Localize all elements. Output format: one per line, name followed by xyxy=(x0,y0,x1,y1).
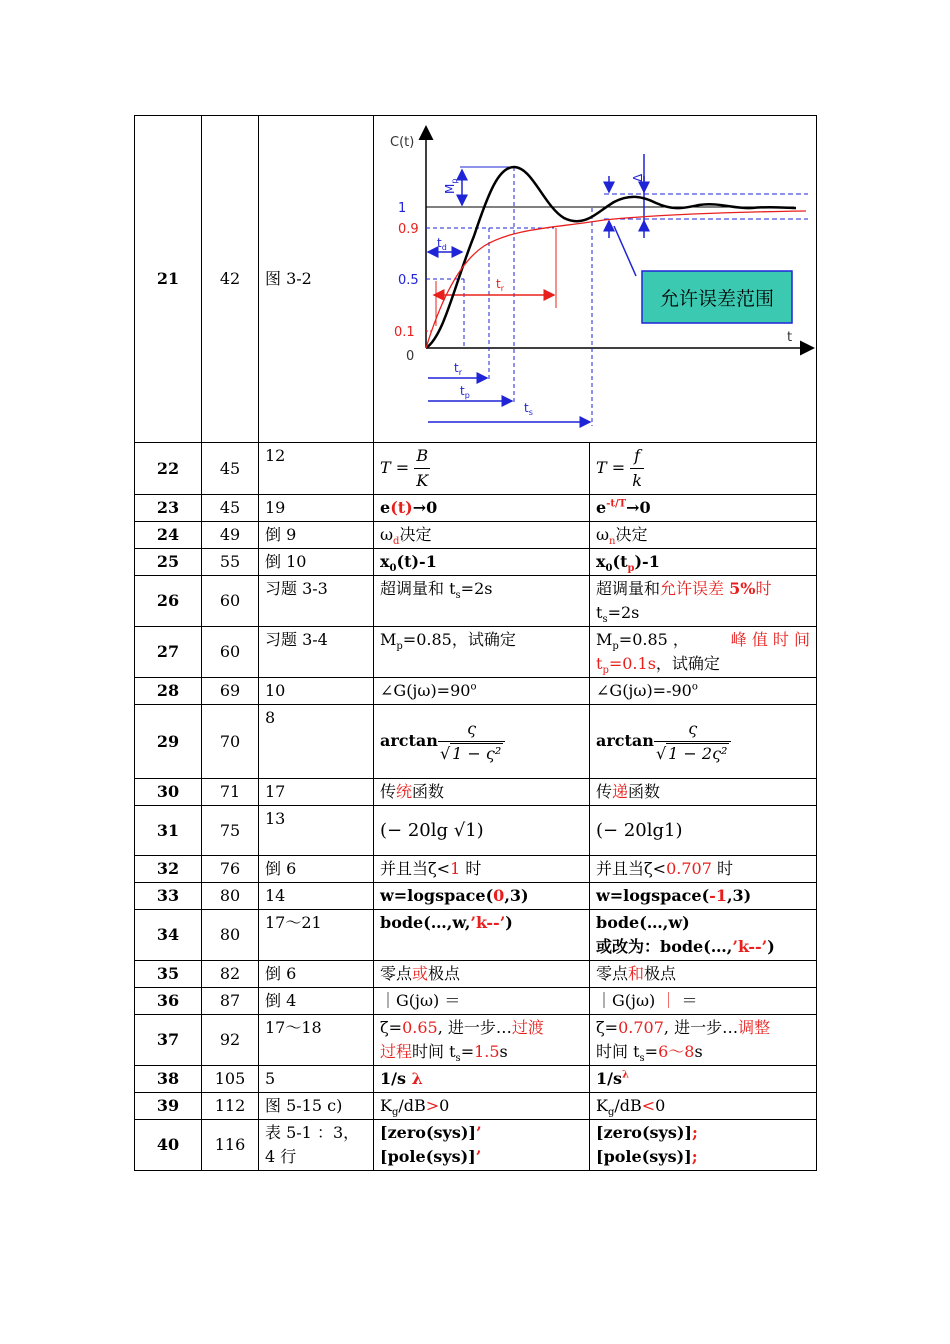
level-01-label: 0.1 xyxy=(394,325,415,340)
location: 习题 3-3 xyxy=(259,576,374,627)
row-number: 33 xyxy=(135,883,202,910)
wrong-text: 传统函数 xyxy=(374,779,590,806)
row-number: 34 xyxy=(135,910,202,961)
table-row xyxy=(135,1093,817,1120)
location: 倒 4 xyxy=(259,988,374,1015)
wrong-text: $M_p=0.85$，试确定 xyxy=(374,627,590,678)
location: 习题 3-4 xyxy=(259,627,374,678)
row-number: 35 xyxy=(135,961,202,988)
level-09-label: 0.9 xyxy=(398,222,419,237)
row-number: 36 xyxy=(135,988,202,1015)
wrong-text: e(t)→0 xyxy=(374,495,590,522)
row-number: 23 xyxy=(135,495,202,522)
wrong-text: $\angle G(j\omega)=90^o$ xyxy=(374,678,590,705)
location: 10 xyxy=(259,678,374,705)
page-number: 80 xyxy=(202,910,259,961)
level-05-label: 0.5 xyxy=(398,273,419,288)
table-row xyxy=(135,495,817,522)
location: 14 xyxy=(259,883,374,910)
correct-text: $x_0(t_p)-1$ xyxy=(590,549,817,576)
row-number: 40 xyxy=(135,1120,202,1171)
page-number: 42 xyxy=(202,116,259,443)
errata-table xyxy=(134,115,817,1171)
wrong-text: [zero(sys)]’ [pole(sys)]’ xyxy=(374,1120,590,1171)
wrong-text: T = $\frac{B}{K}$ xyxy=(374,443,590,495)
tr-label: $t_r$ xyxy=(454,361,463,377)
wrong-text: ｜G(jω) ＝ xyxy=(374,988,590,1015)
row-number: 22 xyxy=(135,443,202,495)
correct-text: [zero(sys)]; [pole(sys)]; xyxy=(590,1120,817,1171)
location: 17～18 xyxy=(259,1015,374,1066)
page-number: 45 xyxy=(202,495,259,522)
location: 倒 6 xyxy=(259,961,374,988)
correct-text: $\angle G(j\omega)=-90^o$ xyxy=(590,678,817,705)
correct-text: 超调量和允许误差 5%时 $t_s=2s$ xyxy=(590,576,817,627)
correct-text: 零点和极点 xyxy=(590,961,817,988)
correct-text: $\omega_n$决定 xyxy=(590,522,817,549)
table-row xyxy=(135,1066,817,1093)
correct-text: T = $\frac{f}{k}$ xyxy=(590,443,817,495)
origin-label: 0 xyxy=(406,349,415,364)
table-row xyxy=(135,116,817,443)
step-response-figure xyxy=(374,116,816,441)
page-number: 70 xyxy=(202,705,259,779)
table-row xyxy=(135,678,817,705)
row-number: 39 xyxy=(135,1093,202,1120)
table-row xyxy=(135,522,817,549)
correct-text: bode(…,w) 或改为：bode(…,’k--’) xyxy=(590,910,817,961)
location: 倒 9 xyxy=(259,522,374,549)
wrong-text: 并且当ζ<1 时 xyxy=(374,856,590,883)
page-number: 60 xyxy=(202,576,259,627)
wrong-text: w=logspace(0,3) xyxy=(374,883,590,910)
row-number: 32 xyxy=(135,856,202,883)
table-row xyxy=(135,988,817,1015)
td-label: $t_d$ xyxy=(437,236,447,252)
tp-label: $t_p$ xyxy=(460,384,470,400)
location: 17 xyxy=(259,779,374,806)
row-number: 37 xyxy=(135,1015,202,1066)
location: 13 xyxy=(259,806,374,856)
correct-text: $M_p=0.85$ ， 峰 值 时 间 $t_p=0.1s$，试确定 xyxy=(590,627,817,678)
row-number: 27 xyxy=(135,627,202,678)
row-number: 30 xyxy=(135,779,202,806)
table-row xyxy=(135,443,817,495)
correct-text: $K_g/dB<0$ xyxy=(590,1093,817,1120)
x-axis-label: t xyxy=(787,330,793,345)
table-row xyxy=(135,576,817,627)
page-number: 82 xyxy=(202,961,259,988)
wrong-text: bode(…,w,’k--’) xyxy=(374,910,590,961)
row-number: 26 xyxy=(135,576,202,627)
wrong-text: 超调量和 $t_s=2s$ xyxy=(374,576,590,627)
row-number: 25 xyxy=(135,549,202,576)
wrong-text: $x_0(t)-1$ xyxy=(374,549,590,576)
page-number: 71 xyxy=(202,779,259,806)
level-1-label: 1 xyxy=(398,201,407,216)
wrong-text: 1/s λ xyxy=(374,1066,590,1093)
page-number: 60 xyxy=(202,627,259,678)
delta-label: Δ xyxy=(631,173,645,182)
table-row xyxy=(135,856,817,883)
figure-cell xyxy=(374,116,817,443)
page-number: 45 xyxy=(202,443,259,495)
table-row xyxy=(135,806,817,856)
callout-pointer xyxy=(614,226,636,276)
correct-text: ｜G(jω) ｜ ＝ xyxy=(590,988,817,1015)
wrong-text: $\omega_d$决定 xyxy=(374,522,590,549)
table-row xyxy=(135,549,817,576)
location: 5 xyxy=(259,1066,374,1093)
table-row xyxy=(135,1120,817,1171)
row-number: 21 xyxy=(135,116,202,443)
row-number: 38 xyxy=(135,1066,202,1093)
location: 倒 6 xyxy=(259,856,374,883)
page-number: 116 xyxy=(202,1120,259,1171)
wrong-text: 零点或极点 xyxy=(374,961,590,988)
tr-red-label: $t_r$ xyxy=(496,277,505,293)
page-number: 69 xyxy=(202,678,259,705)
page-number: 80 xyxy=(202,883,259,910)
wrong-text: (− 20lg √1) xyxy=(374,806,590,856)
table-row xyxy=(135,627,817,678)
tolerance-callout-text: 允许误差范围 xyxy=(659,288,775,310)
row-number: 29 xyxy=(135,705,202,779)
wrong-text: ζ=0.65, 进一步…过渡 过程时间 $t_s=1.5s$ xyxy=(374,1015,590,1066)
location: 12 xyxy=(259,443,374,495)
page-number: 76 xyxy=(202,856,259,883)
page-number: 87 xyxy=(202,988,259,1015)
page-number: 49 xyxy=(202,522,259,549)
table-row xyxy=(135,1015,817,1066)
page-number: 112 xyxy=(202,1093,259,1120)
ts-label: $t_s$ xyxy=(524,401,533,417)
location: 表 5-1 ：3， 4 行 xyxy=(259,1120,374,1171)
correct-text: w=logspace(-1,3) xyxy=(590,883,817,910)
correct-text: (− 20lg1) xyxy=(590,806,817,856)
table-row xyxy=(135,779,817,806)
correct-text: $1/s^\lambda$ xyxy=(590,1066,817,1093)
location: 8 xyxy=(259,705,374,779)
table-row xyxy=(135,961,817,988)
correct-text: arctan $\frac{\varsigma}{\text{√ 1 − 2ς²}}$ xyxy=(590,705,817,779)
table-row xyxy=(135,910,817,961)
row-number: 24 xyxy=(135,522,202,549)
location: 图 5-15 c) xyxy=(259,1093,374,1120)
correct-text: 并且当ζ<0.707 时 xyxy=(590,856,817,883)
correct-text: ζ=0.707, 进一步…调整 时间 $t_s=6\sim 8s$ xyxy=(590,1015,817,1066)
wrong-text: arctan $\frac{\varsigma}{\text{√ 1 − ς²}}$ xyxy=(374,705,590,779)
table-row xyxy=(135,705,817,779)
y-axis-label: C(t) xyxy=(390,135,415,150)
mp-label: $M_p$ xyxy=(443,178,459,194)
correct-text: $e^{-t/T}\to 0$ xyxy=(590,495,817,522)
location: 倒 10 xyxy=(259,549,374,576)
row-number: 28 xyxy=(135,678,202,705)
table-row xyxy=(135,883,817,910)
location: 19 xyxy=(259,495,374,522)
page-number: 55 xyxy=(202,549,259,576)
location: 17～21 xyxy=(259,910,374,961)
location: 图 3-2 xyxy=(259,116,374,443)
page-number: 75 xyxy=(202,806,259,856)
wrong-text: $K_g/dB>0$ xyxy=(374,1093,590,1120)
page-number: 92 xyxy=(202,1015,259,1066)
correct-text: 传递函数 xyxy=(590,779,817,806)
row-number: 31 xyxy=(135,806,202,856)
page-number: 105 xyxy=(202,1066,259,1093)
